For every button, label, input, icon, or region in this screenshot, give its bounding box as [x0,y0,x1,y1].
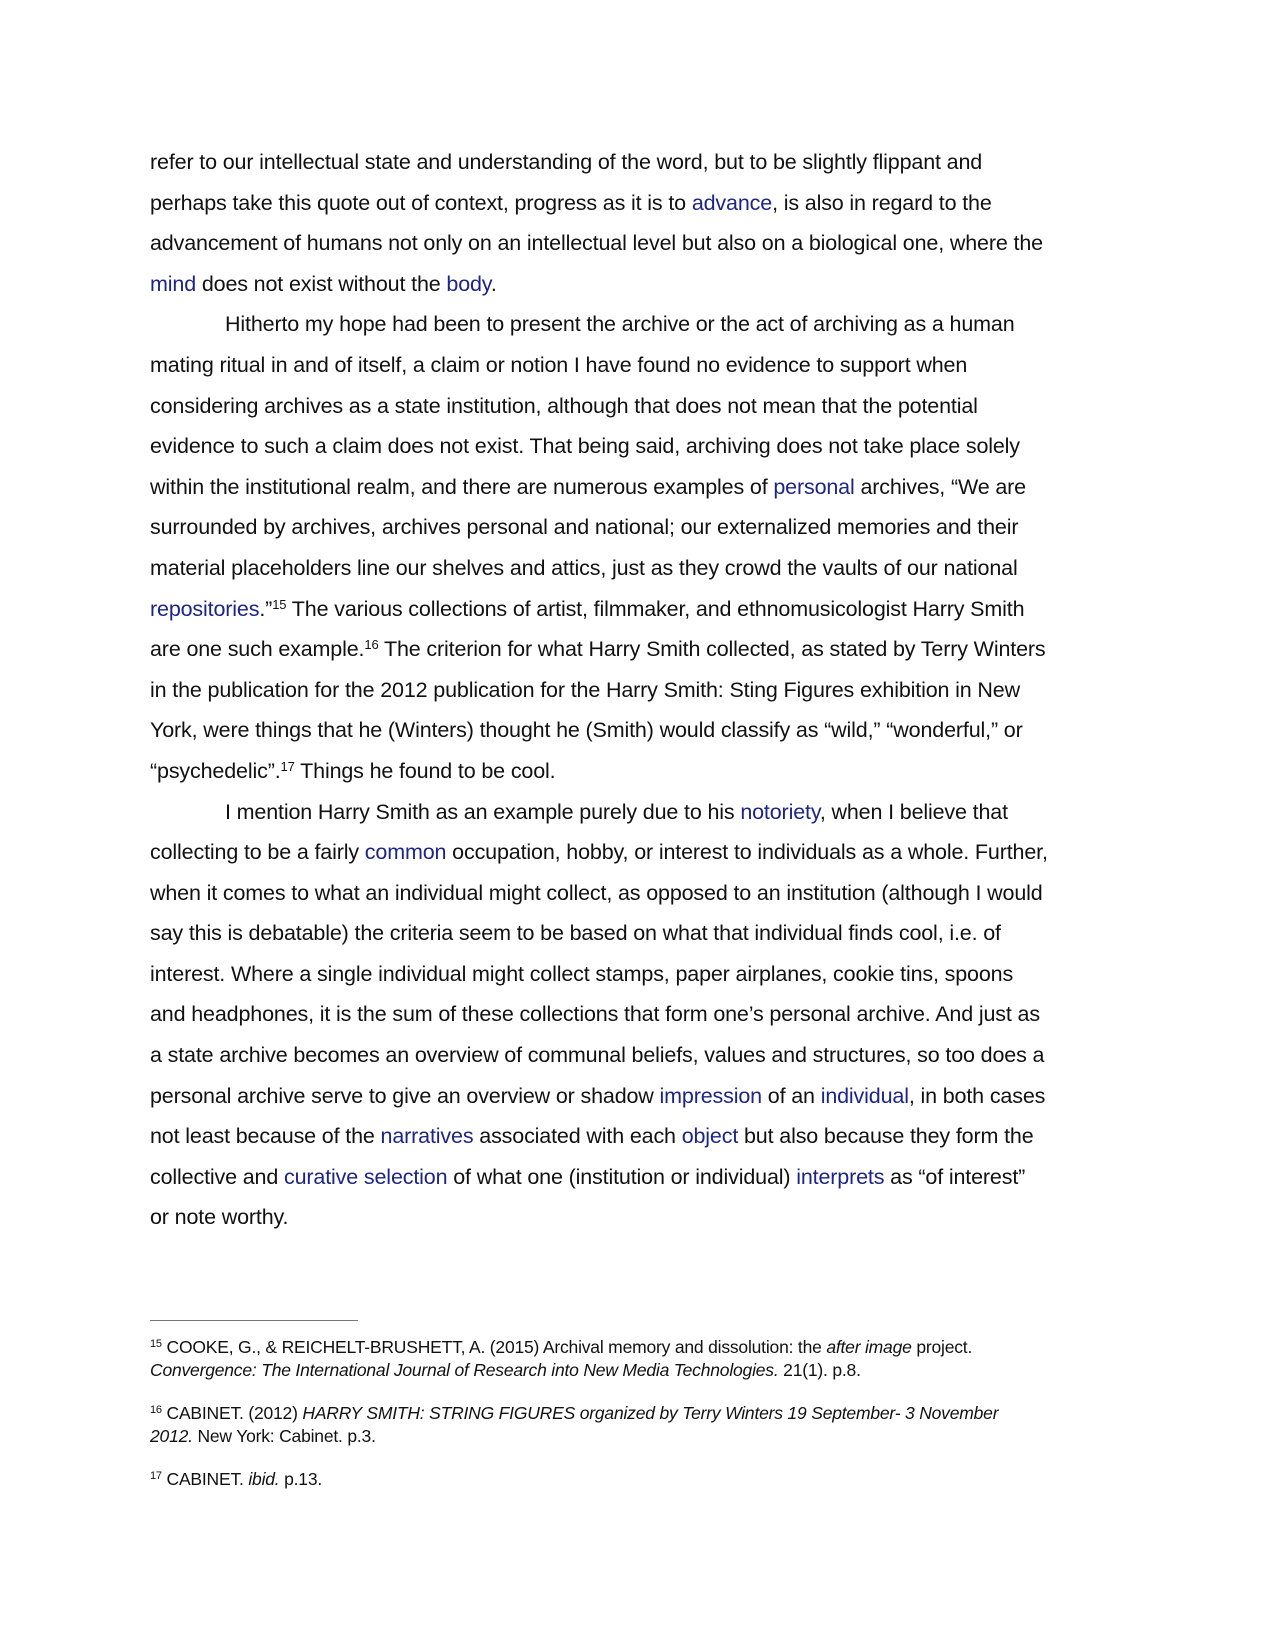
text-line [150,507,1130,548]
text-run: are one such example. [150,637,365,662]
text-run: of an [761,1083,821,1108]
text-line [150,792,1130,833]
text-line [150,142,1130,183]
text-run: collective and [150,1164,284,1189]
text-line [150,548,1130,589]
text-line [150,751,1130,792]
hyperlink[interactable]: individual [820,1083,909,1108]
text-run: considering archives as a state institution, although that does not mean that the potential [150,393,978,418]
text-run: COOKE, G., & REICHELT-BRUSHETT, A. (2015) Archival memory and dissolution: the [161,1337,827,1357]
text-line [150,1157,1130,1198]
text-run: CABINET. (2012) [161,1403,303,1423]
text-run: but also because they form the [738,1124,1034,1149]
hyperlink[interactable]: repositories [150,596,260,621]
text-line [150,1116,1130,1157]
text-run: as “of interest” [884,1164,1026,1189]
text-run: within the institutional realm, and there are numerous examples of [150,474,774,499]
text-run: Things he found to be cool. [294,758,556,783]
text-run: surrounded by archives, archives personal and national; our externalized memories and their [150,515,1019,540]
italic-text: ibid. [248,1469,280,1489]
text-run: evidence to such a claim does not exist. That being said, archiving does not take place solely [150,434,1020,459]
text-run: New York: Cabinet. p.3. [192,1426,376,1446]
italic-text: 2012. [150,1426,193,1446]
italic-text: HARRY SMITH: STRING FIGURES organized by Terry Winters 19 September- 3 November [302,1403,999,1423]
text-run: project. [911,1337,973,1357]
text-run: archives, “We are [854,474,1026,499]
text-run: .” [259,596,273,621]
footnote-divider [150,1320,358,1321]
text-run: say this is debatable) the criteria seem to be based on what that individual finds cool, i.e. of [150,921,1001,946]
footnote-ref: 17 [280,758,295,774]
text-run: interest. Where a single individual might collect stamps, paper airplanes, cookie tins, spoons [150,961,1014,986]
text-run: in the publication for the 2012 publication for the Harry Smith: Sting Figures exhibition in New [150,677,1020,702]
text-line [150,264,1130,305]
hyperlink[interactable]: interprets [796,1164,885,1189]
footnote-ref: 16 [150,1404,162,1416]
text-line [150,1076,1130,1117]
italic-text: after image [826,1337,912,1357]
text-run: CABINET. [161,1469,249,1489]
text-run: mating ritual in and of itself, a claim or notion I have found no evidence to support when [150,352,968,377]
text-line [150,873,1130,914]
text-line [150,304,1130,345]
hyperlink[interactable]: body [446,271,491,296]
footnote-ref: 17 [150,1470,162,1482]
text-run: The criterion for what Harry Smith collected, as stated by Terry Winters [378,637,1046,662]
text-run: . [490,271,497,296]
text-run: and headphones, it is the sum of these collections that form one’s personal archive. And just as [150,1002,1040,1027]
text-run: of what one (institution or individual) [447,1164,797,1189]
text-line [150,954,1130,995]
text-run: I mention Harry Smith as an example purely due to his [225,799,741,824]
text-run: advancement of humans not only on an intellectual level but also on a biological one, where the [150,231,1043,256]
text-line [150,223,1130,264]
text-run: perhaps take this quote out of context, progress as it is to [150,190,692,215]
text-line [150,913,1130,954]
hyperlink[interactable]: notoriety [740,799,820,824]
hyperlink[interactable]: impression [659,1083,762,1108]
text-line [150,710,1130,751]
text-run: York, were things that he (Winters) thought he (Smith) would classify as “wild,” “wonderful,” or [150,718,1023,743]
hyperlink[interactable]: common [364,840,447,865]
text-run: collecting to be a fairly [150,840,365,865]
text-run: , when I believe that [819,799,1008,824]
text-line [150,670,1130,711]
hyperlink[interactable]: advance [691,190,773,215]
italic-text: Convergence: The International Journal of Research into New Media Technologies. [150,1360,779,1380]
text-run: Hitherto my hope had been to present the archive or the act of archiving as a human [225,312,1015,337]
hyperlink[interactable]: curative selection [284,1164,448,1189]
footnote [150,1468,1150,1491]
text-line [150,589,1130,630]
text-run: or note worthy. [150,1205,289,1230]
text-line [150,345,1130,386]
body-text [150,142,1130,1238]
hyperlink[interactable]: narratives [380,1124,474,1149]
text-run: personal archive serve to give an overview or shadow [150,1083,660,1108]
text-run: associated with each [473,1124,682,1149]
text-run: , in both cases [908,1083,1046,1108]
text-line [150,629,1130,670]
footnote-ref: 16 [364,637,379,653]
footnotes [150,1336,1150,1511]
text-run: not least because of the [150,1124,381,1149]
text-line [150,183,1130,224]
text-run: The various collections of artist, filmmaker, and ethnomusicologist Harry Smith [286,596,1025,621]
text-run: “psychedelic”. [150,758,281,783]
text-run: , is also in regard to the [772,190,992,215]
footnote-ref: 15 [272,596,287,612]
text-line [150,1197,1130,1238]
text-line [150,832,1130,873]
footnote [150,1402,1150,1448]
text-run: when it comes to what an individual might collect, as opposed to an institution (although I would [150,880,1043,905]
text-line [150,1035,1130,1076]
footnote [150,1336,1150,1382]
text-line [150,386,1130,427]
text-run: occupation, hobby, or interest to individuals as a whole. Further, [446,840,1048,865]
text-run: 21(1). p.8. [778,1360,861,1380]
hyperlink[interactable]: mind [150,271,197,296]
hyperlink[interactable]: personal [773,474,855,499]
text-run: material placeholders line our shelves and attics, just as they crowd the vaults of our national [150,555,1018,580]
text-line [150,426,1130,467]
text-line [150,467,1130,508]
text-run: a state archive becomes an overview of communal beliefs, values and structures, so too does a [150,1043,1045,1068]
text-run: p.13. [279,1469,323,1489]
footnote-ref: 15 [150,1338,162,1350]
text-run: does not exist without the [196,271,447,296]
hyperlink[interactable]: object [681,1124,739,1149]
text-run: refer to our intellectual state and understanding of the word, but to be slightly flippant and [150,150,983,174]
text-line [150,994,1130,1035]
